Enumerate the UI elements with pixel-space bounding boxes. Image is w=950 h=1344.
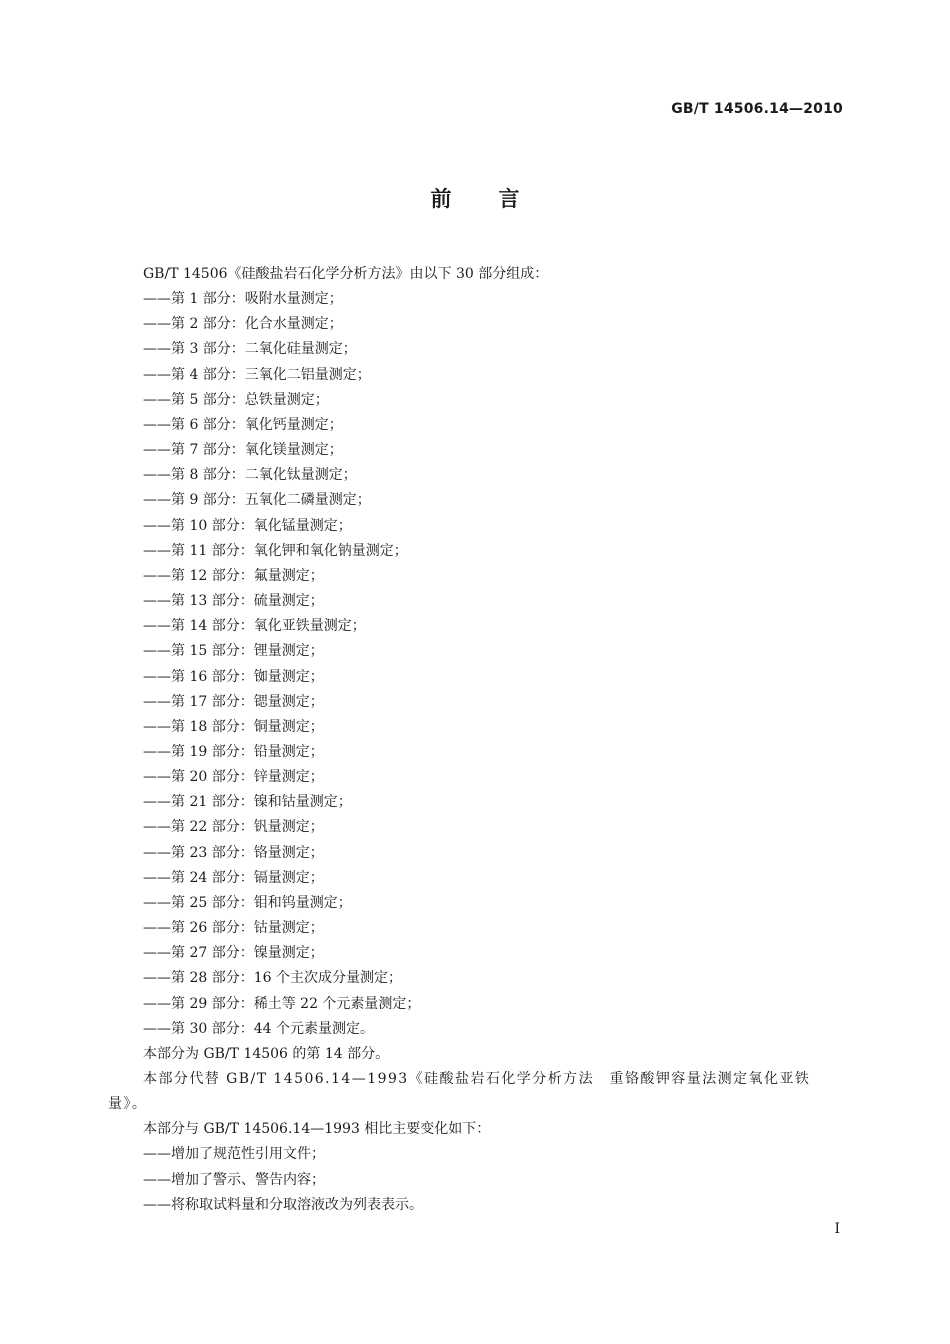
page-number: I	[834, 1221, 840, 1237]
list-item: ——将称取试料量和分取溶液改为列表表示。	[143, 1196, 423, 1213]
list-item: ——第 5 部分：总铁量测定；	[143, 391, 329, 408]
list-item: ——第 14 部分：氧化亚铁量测定；	[143, 618, 366, 635]
list-item: ——增加了规范性引用文件；	[143, 1146, 325, 1163]
changes-list	[108, 1142, 844, 1217]
list-item: ——第 16 部分：铷量测定；	[143, 668, 324, 685]
parts-list	[108, 287, 844, 1042]
list-item: ——第 10 部分：氧化锰量测定；	[143, 517, 352, 534]
list-item: ——第 8 部分：二氧化钛量测定；	[143, 467, 357, 484]
list-item: ——第 25 部分：钼和钨量测定；	[143, 894, 352, 911]
list-item: ——第 27 部分：镍量测定；	[143, 945, 324, 962]
list-item: ——第 13 部分：硫量测定；	[143, 593, 324, 610]
this-part-statement: 本部分为 GB/T 14506 的第 14 部分。	[143, 1045, 390, 1062]
list-item: ——第 7 部分：氧化镁量测定；	[143, 442, 343, 459]
list-item: ——第 6 部分：氧化钙量测定；	[143, 416, 343, 433]
list-item: ——第 11 部分：氧化钾和氧化钠量测定；	[143, 542, 408, 559]
list-item: ——第 23 部分：铬量测定；	[143, 844, 324, 861]
list-item: ——第 9 部分：五氧化二磷量测定；	[143, 492, 371, 509]
list-item: ——第 28 部分：16 个主次成分量测定；	[143, 970, 402, 987]
list-item: ——第 1 部分：吸附水量测定；	[143, 291, 343, 308]
list-item: ——第 3 部分：二氧化硅量测定；	[143, 341, 357, 358]
list-item: ——第 15 部分：锂量测定；	[143, 643, 324, 660]
changes-intro: 本部分与 GB/T 14506.14—1993 相比主要变化如下：	[143, 1121, 491, 1138]
page-title: 前言	[430, 187, 567, 211]
list-item: ——第 19 部分：铅量测定；	[143, 743, 324, 760]
list-item: ——第 4 部分：三氧化二铝量测定；	[143, 366, 371, 383]
list-item: ——第 20 部分：锌量测定；	[143, 769, 324, 786]
list-item: ——第 17 部分：锶量测定；	[143, 693, 324, 710]
list-item: ——第 22 部分：钒量测定；	[143, 819, 324, 836]
list-item: ——第 29 部分：稀土等 22 个元素量测定；	[143, 995, 421, 1012]
list-item: ——第 18 部分：铜量测定；	[143, 718, 324, 735]
list-item: ——第 12 部分：氟量测定；	[143, 567, 324, 584]
intro-paragraph: GB/T 14506《硅酸盐岩石化学分析方法》由以下 30 部分组成：	[143, 266, 549, 282]
replaces-statement: 本部分代替 GB/T 14506.14—1993《硅酸盐岩石化学分析方法 重铬酸钾容量法测定氧化亚铁量》。	[108, 1071, 811, 1113]
list-item: ——第 26 部分：钴量测定；	[143, 920, 324, 937]
list-item: ——增加了警示、警告内容；	[143, 1171, 325, 1188]
foreword-body	[108, 262, 844, 1218]
list-item: ——第 24 部分：镉量测定；	[143, 869, 324, 886]
list-item: ——第 30 部分：44 个元素量测定。	[143, 1020, 374, 1037]
list-item: ——第 21 部分：镍和钴量测定；	[143, 794, 352, 811]
standard-code: GB/T 14506.14—2010	[671, 101, 843, 117]
list-item: ——第 2 部分：化合水量测定；	[143, 316, 343, 333]
